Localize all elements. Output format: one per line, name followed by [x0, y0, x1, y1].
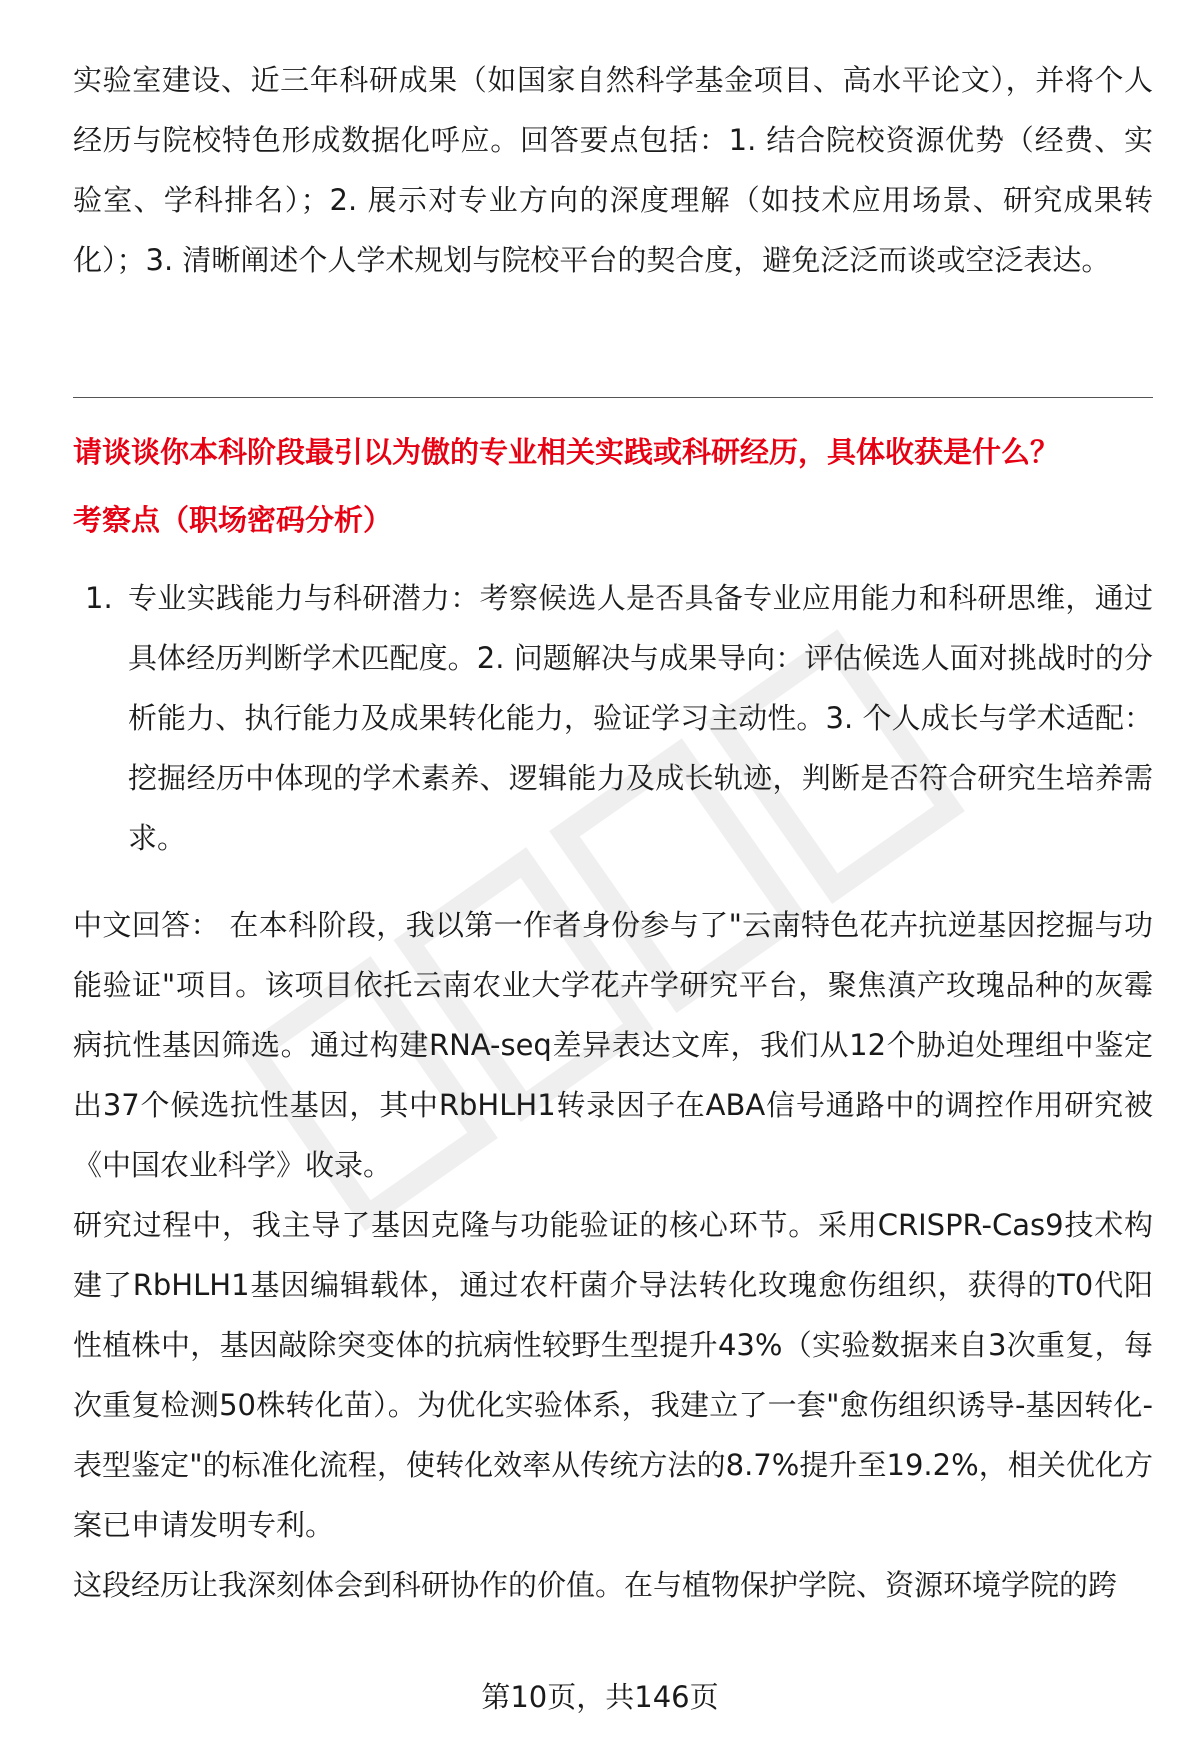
kaocha-list: [73, 568, 1153, 868]
intro-paragraph: 实验室建设、近三年科研成果（如国家自然科学基金项目、高水平论文），并将个人经历与院校特色形成数据化呼应。回答要点包括：1. 结合院校资源优势（经费、实验室、学科排名）；2. 展示对专业方向的深度理解（如技术应用场景、研究成果转化）；3. 清晰阐述个人学术规划与院校平台的契合度，避免泛泛而谈或空泛表达。: [73, 63, 1153, 277]
answer-paragraph-3: 这段经历让我深刻体会到科研协作的价值。在与植物保护学院、资源环境学院的跨: [73, 1568, 1118, 1602]
kaocha-heading: 考察点（职场密码分析）: [73, 503, 393, 537]
answer-section: [73, 895, 1153, 1615]
question-heading: 请谈谈你本科阶段最引以为傲的专业相关实践或科研经历，具体收获是什么？: [73, 435, 1060, 469]
list-number: 1.: [85, 581, 113, 615]
answer-paragraph-1: 中文回答： 在本科阶段，我以第一作者身份参与了"云南特色花卉抗逆基因挖掘与功能验证"项目。该项目依托云南农业大学花卉学研究平台，聚焦滇产玫瑰品种的灰霉病抗性基因筛选。通过构建RNA-seq差异表达文库，我们从12个胁迫处理组中鉴定出37个候选抗性基因，其中RbHLH1转录因子在ABA信号通路中的调控作用研究被《中国农业科学》收录。: [73, 908, 1153, 1182]
list-item-text: 专业实践能力与科研潜力：考察候选人是否具备专业应用能力和科研思维，通过具体经历判断学术匹配度。2. 问题解决与成果导向：评估候选人面对挑战时的分析能力、执行能力及成果转化能力，验证学习主动性。3. 个人成长与学术适配：挖掘经历中体现的学术素养、逻辑能力及成长轨迹，判断是否符合研究生培养需求。: [128, 581, 1153, 855]
page-number-footer: 第10页，共146页: [481, 1680, 719, 1714]
section-divider: [73, 397, 1153, 398]
answer-paragraph-2: 研究过程中，我主导了基因克隆与功能验证的核心环节。采用CRISPR-Cas9技术构建了RbHLH1基因编辑载体，通过农杆菌介导法转化玫瑰愈伤组织，获得的T0代阳性植株中，基因敲除突变体的抗病性较野生型提升43%（实验数据来自3次重复，每次重复检测50株转化苗）。为优化实验体系，我建立了一套"愈伤组织诱导-基因转化-表型鉴定"的标准化流程，使转化效率从传统方法的8.7%提升至19.2%，相关优化方案已申请发明专利。: [73, 1208, 1153, 1542]
intro-section: [73, 50, 1153, 290]
